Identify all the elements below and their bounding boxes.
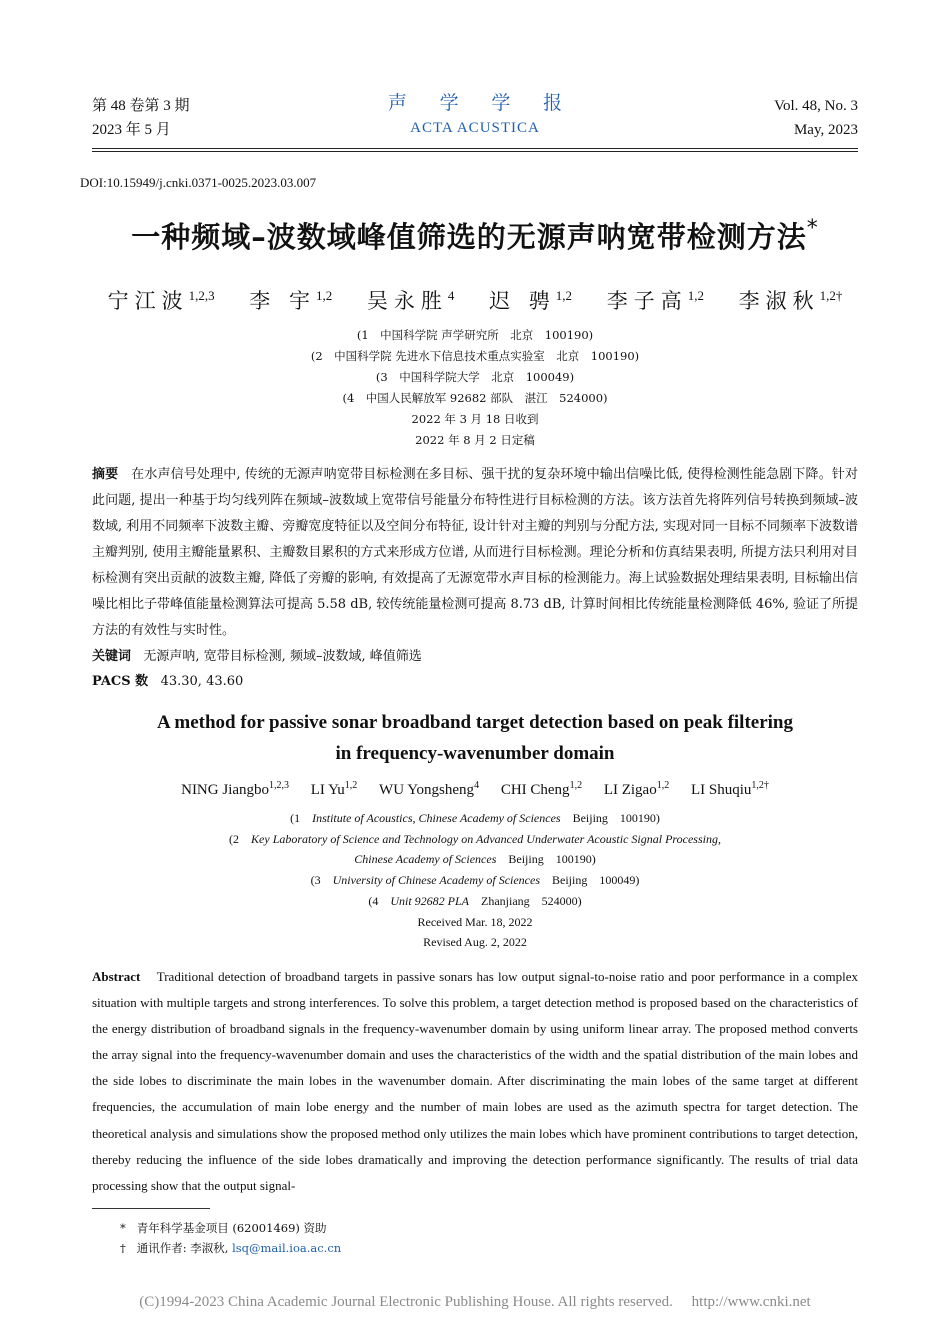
affiliation-cn: (3 中国科学院大学 北京 100049): [375, 370, 575, 384]
authors-en: [0, 780, 950, 799]
abstract-en: [92, 964, 858, 1199]
abstract-cn: [92, 462, 858, 644]
author-cn: 迟 骋$^{1,2}$: [489, 288, 573, 313]
keywords-cn: [92, 644, 422, 670]
corresponding-email-link[interactable]: lsq@mail.ioa.ac.cn: [232, 1241, 342, 1255]
footnote-fund-text: 青年科学基金项目 (62001469) 资助: [136, 1221, 327, 1235]
affiliation-cn: (2 中国科学院 先进水下信息技术重点实验室 北京 100190): [310, 349, 640, 363]
author-en: CHI Cheng$^{1,2}$: [500, 780, 583, 798]
affiliations-cn: [0, 325, 950, 451]
issue-date-en: May, 2023: [793, 122, 858, 138]
author-cn: 李子高$^{1,2}$: [606, 288, 704, 313]
affiliation-cn: (1 中国科学院 声学研究所 北京 100190): [356, 328, 594, 342]
affiliation-en: Chinese Academy of Sciences Beijing 100190): [354, 852, 596, 867]
revised-en: Revised Aug. 2, 2022: [423, 935, 527, 950]
affiliation-en: (3 University of Chinese Academy of Sciences Beijing 100049): [310, 873, 640, 888]
issue-volume-en: Vol. 48, No. 3: [774, 98, 858, 114]
keywords-cn-label: 关键词: [92, 649, 132, 664]
title-en-line2: in frequency-wavenumber domain: [335, 743, 615, 764]
affiliations-en: [0, 808, 950, 953]
author-cn: 李淑秋$^{1,2\dagger}$: [738, 288, 843, 313]
received-en: Received Mar. 18, 2022: [417, 914, 533, 929]
title-en-line1: A method for passive sonar broadband target detection based on peak filtering: [156, 712, 793, 733]
author-en: LI Zigao$^{1,2}$: [603, 780, 670, 798]
received-cn: 2022 年 3 月 18 日收到: [411, 412, 539, 426]
abstract-cn-text: 在水声信号处理中, 传统的无源声呐宽带目标检测在多目标、强干扰的复杂环境中输出信噪比低, 使得检测性能急剧下降。针对此问题, 提出一种基于均匀线列阵在频域–波数域上宽带信号能量分布特性进行目标检测的方法。该方法首先将阵列信号转换到频域–波数域, 利用不同频率下波数主瓣、旁瓣宽度特征以及空间分布特征, 设计针对主瓣的判别与分配方法, 实现对同一目标不同频率下波数谱主瓣判别, 使用主瓣能量累积、主瓣数目累积的方式来形成方位谱, 从而进行目标检测。理论分析和仿真结果表明, 所提方法只利用对目标检测有突出贡献的波数主瓣, 降低了旁瓣的影响, 有效提高了无源宽带水声目标的检测能力。海上试验数据处理结果表明, 目标输出信噪比相比子带峰值能量检测算法可提高 5.58 dB, 较传统能量检测可提高 8.73 dB, 计算时间相比传统能量检测降低 46%, 验证了所提方法的有效性与实时性。: [92, 467, 858, 638]
affiliation-en: (2 Key Laboratory of Science and Technology on Advanced Underwater Acoustic Signal Processing,: [229, 831, 721, 846]
pacs-label: PACS 数: [92, 674, 149, 689]
footnote-fund: [120, 1218, 327, 1238]
footnote-corr-text: 通讯作者: 李淑秋,: [136, 1241, 233, 1255]
accepted-cn: 2022 年 8 月 2 日定稿: [415, 433, 535, 447]
authors-cn: [0, 285, 950, 315]
affiliation-en: (1 Institute of Acoustics, Chinese Academy of Sciences Beijing 100190): [290, 811, 660, 825]
footnote-rule: [92, 1208, 210, 1209]
author-en: LI Shuqiu$^{1,2\dagger}$: [690, 780, 769, 798]
header-rule-bottom: [92, 151, 858, 152]
author-cn: 李 宇$^{1,2}$: [249, 288, 333, 313]
title-fund-mark: *: [806, 216, 819, 241]
footnote-corr-mark: †: [120, 1241, 126, 1255]
author-en: LI Yu$^{1,2}$: [310, 780, 358, 798]
journal-name: [350, 92, 600, 140]
footnote-corresponding: [120, 1238, 341, 1258]
page-title-cn: [0, 215, 950, 256]
affiliation-en: (4 Unit 92682 PLA Zhanjiang 524000): [368, 893, 582, 908]
title-cn-text: 一种频域–波数域峰值筛选的无源声呐宽带检测方法: [131, 220, 807, 254]
issue-volume-cn: 第 48 卷第 3 期: [92, 98, 190, 114]
author-en: WU Yongsheng$^4$: [379, 780, 480, 798]
page-title-en: [0, 707, 950, 769]
header-rule-top: [92, 148, 858, 149]
abstract-en-label: Abstract: [92, 969, 141, 984]
author-cn: 吴永胜$^4$: [366, 288, 455, 313]
affiliation-cn: (4 中国人民解放军 92682 部队 湛江 524000): [342, 391, 608, 405]
copyright-footer: (C)1994-2023 China Academic Journal Electronic Publishing House. All rights reserved. http://www.cnki.net: [139, 1294, 811, 1310]
journal-name-en: ACTA ACUSTICA: [410, 120, 540, 136]
pacs-text: 43.30, 43.60: [160, 674, 244, 689]
keywords-cn-text: 无源声呐, 宽带目标检测, 频域–波数域, 峰值筛选: [143, 649, 422, 664]
journal-issue-cn: [92, 94, 190, 142]
issue-date-cn: 2023 年 5 月: [92, 122, 171, 138]
journal-name-cn: 声 学 学 报: [387, 93, 577, 114]
footnote-fund-mark: *: [120, 1221, 126, 1235]
author-en: NING Jiangbo$^{1,2,3}$: [181, 780, 290, 798]
abstract-en-text: Traditional detection of broadband targets in passive sonars has low output signal-to-noise ratio and poor performance in a complex situation with multiple targets and strong interferences. To solve this problem, a target detection method is proposed based on the characteristics of the energy distribution of broadband signals in the frequency-wavenumber domain by using uniform linear array. The proposed method converts the array signal into the frequency-wavenumber domain and uses the characteristics of the width and the spatial distribution of the main lobes and the side lobes to discriminate the main lobes in the wavenumber domain. After discriminating the main lobes of the same target at different frequencies, the accumulation of main lobe energy and the number of main lobes are used as the azimuth spectra for target detection. The theoretical analysis and simulations show the proposed method only utilizes the main lobes which have prominent contributions to target detection, thereby reducing the influence of the side lobes dramatically and improving the detection performance significantly. The results of trial data processing show that the output signal-: [92, 969, 859, 1193]
journal-issue-en: [774, 94, 858, 142]
pacs: [92, 669, 243, 695]
doi: DOI:10.15949/j.cnki.0371-0025.2023.03.007: [80, 175, 317, 190]
abstract-cn-label: 摘要: [92, 467, 119, 482]
author-cn: 宁江波$^{1,2,3}$: [107, 288, 215, 313]
